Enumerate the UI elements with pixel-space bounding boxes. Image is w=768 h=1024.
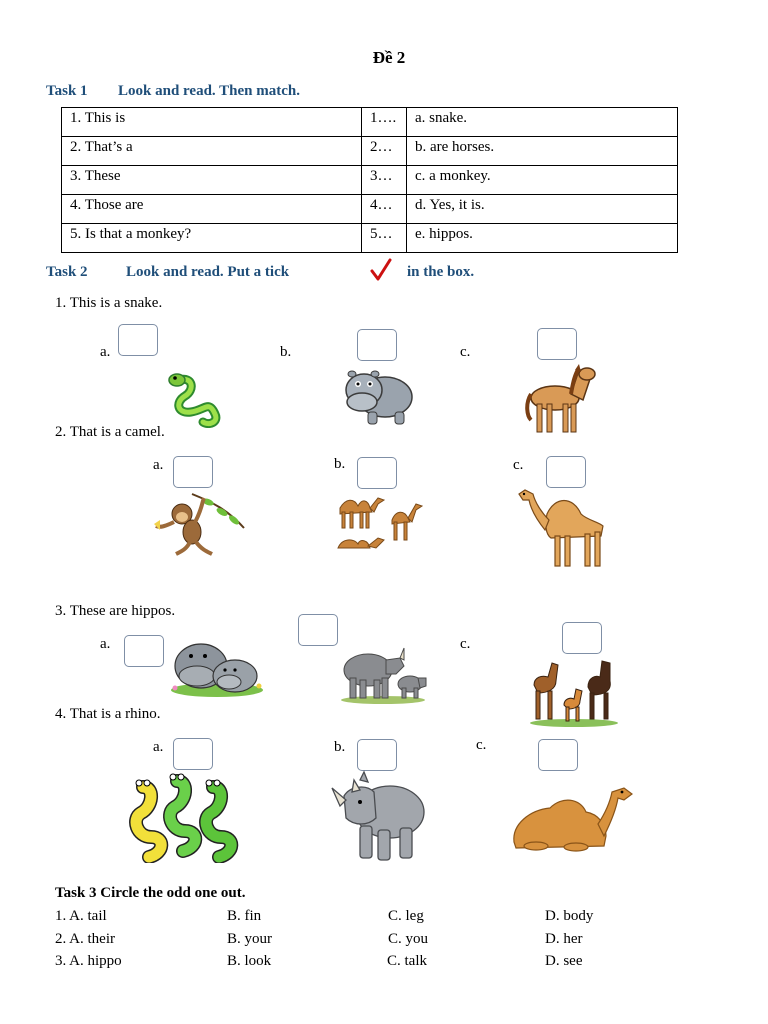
- odd-option[interactable]: 1. A. tail: [55, 908, 107, 924]
- tick-box-q3-a[interactable]: [124, 635, 164, 667]
- question-1: 1. This is a snake.: [55, 295, 163, 311]
- table-cell: b. are horses.: [407, 137, 678, 166]
- hippos-picture: [167, 632, 265, 698]
- tick-box-q2-a[interactable]: [173, 456, 213, 488]
- snakes-picture: [125, 773, 245, 863]
- tick-box-q2-c[interactable]: [546, 456, 586, 488]
- table-cell: e. hippos.: [407, 224, 678, 253]
- tick-box-q3-c[interactable]: [562, 622, 602, 654]
- option-label-a: a.: [100, 636, 111, 652]
- question-2: 2. That is a camel.: [55, 424, 165, 440]
- snake-picture: [165, 370, 225, 428]
- table-row: [62, 166, 678, 195]
- option-label-a: a.: [153, 457, 164, 473]
- table-cell[interactable]: 3…: [362, 166, 407, 195]
- table-cell: 3. These: [62, 166, 362, 195]
- option-label-c: c.: [460, 636, 471, 652]
- tick-icon: [369, 258, 393, 287]
- odd-option[interactable]: B. fin: [227, 908, 262, 924]
- table-row: [62, 195, 678, 224]
- option-label-c: c.: [460, 344, 471, 360]
- table-cell[interactable]: 4…: [362, 195, 407, 224]
- tick-box-q4-b[interactable]: [357, 739, 397, 771]
- task2-instruction: Look and read. Put a tick: [126, 264, 290, 280]
- table-row: [62, 224, 678, 253]
- table-cell: a. snake.: [407, 108, 678, 137]
- odd-option[interactable]: D. her: [545, 931, 583, 947]
- table-cell: 4. Those are: [62, 195, 362, 224]
- option-label-c: c.: [513, 457, 524, 473]
- hippo-picture: [340, 362, 415, 428]
- odd-option[interactable]: C. leg: [388, 908, 424, 924]
- table-cell: d. Yes, it is.: [407, 195, 678, 224]
- camel-picture: [515, 486, 610, 572]
- question-3: 3. These are hippos.: [55, 603, 176, 619]
- tick-box-q1-a[interactable]: [118, 324, 158, 356]
- odd-option[interactable]: D. body: [545, 908, 594, 924]
- table-row: [62, 108, 678, 137]
- task2-instruction-end: in the box.: [407, 264, 475, 280]
- option-label-b: b.: [334, 456, 346, 472]
- option-label-c: c.: [476, 737, 487, 753]
- tick-box-q3-b[interactable]: [298, 614, 338, 646]
- odd-option[interactable]: C. talk: [387, 953, 427, 969]
- lying-camel-picture: [506, 784, 636, 854]
- tick-box-q4-c[interactable]: [538, 739, 578, 771]
- tick-box-q4-a[interactable]: [173, 738, 213, 770]
- odd-option[interactable]: 2. A. their: [55, 931, 115, 947]
- table-cell[interactable]: 1….: [362, 108, 407, 137]
- horse-picture: [525, 360, 597, 436]
- horses-picture: [528, 655, 620, 727]
- tick-box-q1-c[interactable]: [537, 328, 577, 360]
- camels-picture: [332, 490, 427, 560]
- odd-option[interactable]: B. look: [227, 953, 272, 969]
- option-label-b: b.: [334, 739, 346, 755]
- task3-title: Task 3 Circle the odd one out.: [55, 885, 246, 901]
- tick-box-q1-b[interactable]: [357, 329, 397, 361]
- tick-box-q2-b[interactable]: [357, 457, 397, 489]
- table-cell: 1. This is: [62, 108, 362, 137]
- option-label-a: a.: [153, 739, 164, 755]
- question-4: 4. That is a rhino.: [55, 706, 161, 722]
- option-label-b: b.: [280, 344, 292, 360]
- table-cell: 2. That’s a: [62, 137, 362, 166]
- table-cell: c. a monkey.: [407, 166, 678, 195]
- page-title: Đề 2: [372, 48, 406, 67]
- odd-option[interactable]: D. see: [545, 953, 583, 969]
- match-table: [61, 107, 678, 253]
- table-cell: 5. Is that a monkey?: [62, 224, 362, 253]
- monkey-picture: [152, 488, 247, 560]
- task1-instruction: Look and read. Then match.: [118, 83, 300, 99]
- task2-number: Task 2: [46, 264, 88, 280]
- table-row: [62, 137, 678, 166]
- rhino-picture: [330, 770, 430, 864]
- odd-option[interactable]: B. your: [227, 931, 272, 947]
- table-cell[interactable]: 5…: [362, 224, 407, 253]
- table-cell[interactable]: 2…: [362, 137, 407, 166]
- option-label-a: a.: [100, 344, 111, 360]
- task1-number: Task 1: [46, 83, 88, 99]
- odd-option[interactable]: C. you: [388, 931, 429, 947]
- rhinos-picture: [338, 640, 428, 704]
- odd-option[interactable]: 3. A. hippo: [55, 953, 122, 969]
